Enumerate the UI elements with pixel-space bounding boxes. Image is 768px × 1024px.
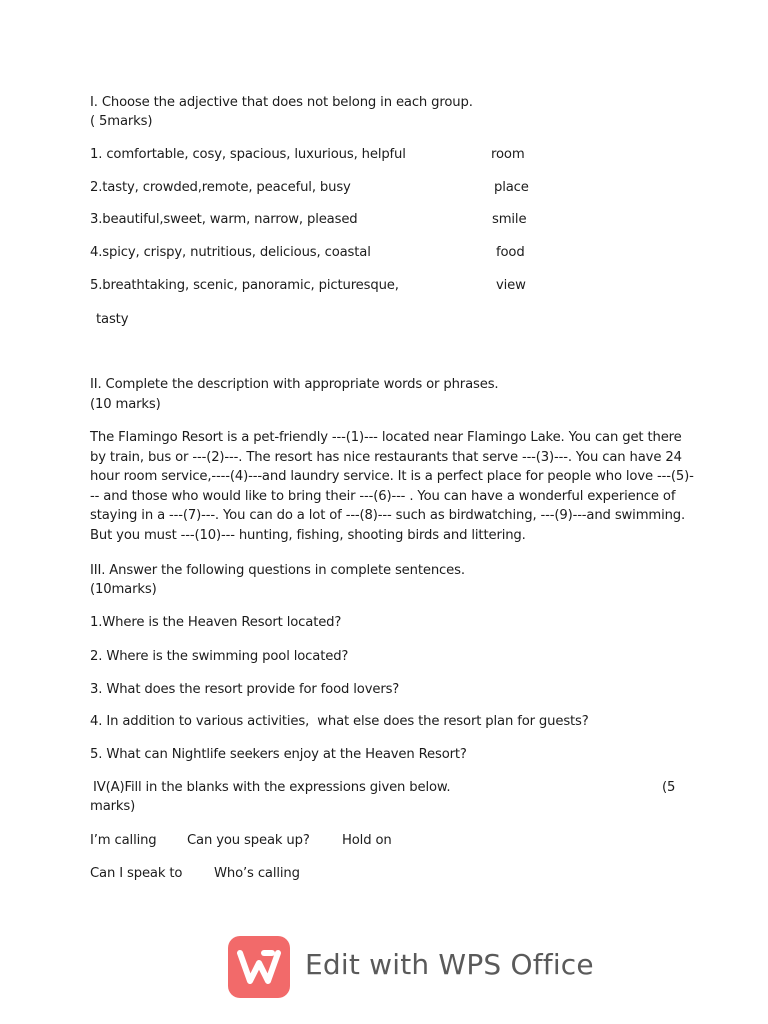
section1-item-2: 2.tasty, crowded,remote, peaceful, busy <box>90 180 351 195</box>
section2-passage <box>90 428 694 546</box>
passage-line: The Flamingo Resort is a pet-friendly ---(1)--- located near Flamingo Lake. You can get there <box>90 430 682 445</box>
section4-heading: IV(A)Fill in the blanks with the expressions given below. <box>93 780 451 795</box>
passage-line: But you must ---(10)--- hunting, fishing, shooting birds and littering. <box>90 527 526 543</box>
passage-line: hour room service,----(4)---and laundry service. It is a perfect place for people who love ---(5)- <box>90 469 694 485</box>
section3-heading: III. Answer the following questions in complete sentences. <box>90 563 465 578</box>
section1-item-4-word: food <box>496 245 525 260</box>
section3-question-3: 3. What does the resort provide for food lovers? <box>90 682 400 697</box>
section1-item-5: 5.breathtaking, scenic, panoramic, picturesque, <box>90 278 399 293</box>
passage-line: staying in a ---(7)---. You can do a lot of ---(8)--- such as birdwatching, ---(9)---and swimming. <box>90 508 686 524</box>
expression-whos-calling: Who’s calling <box>214 866 300 881</box>
section1-item-3-word: smile <box>492 212 527 227</box>
passage-line: by train, bus or ---(2)---. The resort has nice restaurants that serve ---(3)---. You can have 24 <box>90 449 682 465</box>
section3-question-4: 4. In addition to various activities, what else does the resort plan for guests? <box>90 714 589 729</box>
section3-question-2: 2. Where is the swimming pool located? <box>90 649 349 664</box>
section1-extra-word: tasty <box>96 312 129 327</box>
section1-item-2-word: place <box>494 180 529 195</box>
wps-logo-icon[interactable] <box>228 936 290 998</box>
section2-marks: (10 marks) <box>90 397 161 412</box>
section3-marks: (10marks) <box>90 582 157 597</box>
section3-question-1: 1.Where is the Heaven Resort located? <box>90 615 342 630</box>
section1-item-5-word: view <box>496 278 526 293</box>
section1-item-4: 4.spicy, crispy, nutritious, delicious, coastal <box>90 245 371 260</box>
expression-speak-up: Can you speak up? <box>187 833 310 848</box>
passage-line: -- and those who would like to bring their ---(6)--- . You can have a wonderful experience of <box>90 488 676 504</box>
expression-can-i-speak-to: Can I speak to <box>90 866 183 881</box>
section1-item-1: 1. comfortable, cosy, spacious, luxurious, helpful <box>90 147 406 162</box>
section1-heading: I. Choose the adjective that does not belong in each group. <box>90 95 473 110</box>
section4-marks-close: marks) <box>90 799 136 814</box>
expression-hold-on: Hold on <box>342 833 392 848</box>
section1-item-1-word: room <box>491 147 525 162</box>
section1-marks: ( 5marks) <box>90 114 153 129</box>
section2-heading: II. Complete the description with appropriate words or phrases. <box>90 377 499 392</box>
section1-item-3: 3.beautiful,sweet, warm, narrow, pleased <box>90 212 358 227</box>
expression-im-calling: I’m calling <box>90 833 157 848</box>
section3-question-5: 5. What can Nightlife seekers enjoy at the Heaven Resort? <box>90 747 467 762</box>
section4-marks-open: (5 <box>662 780 676 795</box>
wps-edit-banner-text[interactable]: Edit with WPS Office <box>305 948 594 981</box>
